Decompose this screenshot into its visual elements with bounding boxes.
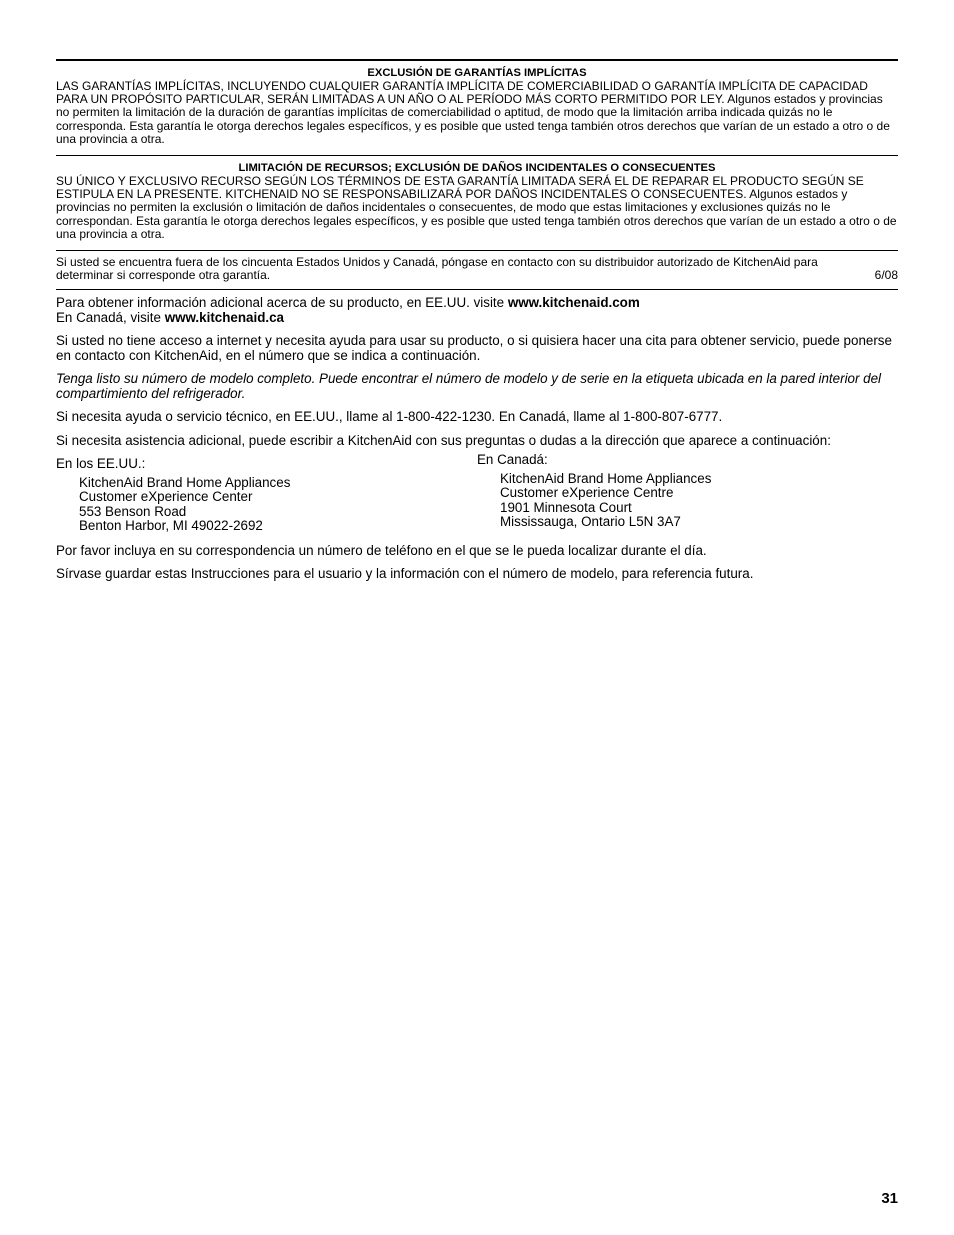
address-line: KitchenAid Brand Home Appliances <box>500 470 712 486</box>
address-line: Customer eXperience Centre <box>500 485 674 501</box>
include-phone-text: Por favor incluya en su correspondencia un número de teléfono en el que se le pueda localizar durante el día. <box>56 542 707 558</box>
implied-warranty-text: LAS GARANTÍAS IMPLÍCITAS, INCLUYENDO CUALQUIER GARANTÍA IMPLÍCITA DE COMERCIABILIDAD O GARANTÍA IMPLÍCITA DE CAPACIDAD PARA UN PROPÓSITO PARTICULAR, SERÁN LIMITADAS A UN AÑO O AL PERÍODO MÁS CORTO PERMITIDO POR LEY. Algunos estados y provincias no permiten la limitación de la duración de garantías implícitas de comerciabilidad o aptitud, de modo que la limitación arriba indicada quizás no le corresponda. Esta garantía le otorga derechos legales específicos, y es posible que usted tenga también otros derechos que varían de un estado a otro o de una provincia a otra. <box>56 79 890 146</box>
us-address-label: En los EE.UU.: <box>56 456 146 472</box>
remedies-text: SU ÚNICO Y EXCLUSIVO RECURSO SEGÚN LOS TÉRMINOS DE ESTA GARANTÍA LIMITADA SERÁ EL DE REPARAR EL PRODUCTO SEGÚN SE ESTIPULA EN LA PRESENTE. KITCHENAID NO SE RESPONSABILIZARÁ POR DAÑOS INCIDENTALES O CONSECUENTES. Algunos estados y provincias no permiten la exclusión o limitación de daños incidentales o consecuentes, de modo que estas limitaciones y exclusiones quizás no le correspondan. Esta garantía le otorga derechos legales específicos, y es posible que usted tenga también otros derechos que varían de un estado a otro o de una provincia a otra. <box>56 174 897 241</box>
outside-us-section <box>56 251 898 289</box>
ca-address-label: En Canadá: <box>477 452 548 468</box>
model-note: Tenga listo su número de modelo completo. Puede encontrar el número de modelo y de serie en la etiqueta ubicada en la pared interior del compartimiento del refrigerador. <box>56 371 882 401</box>
us-website-line: Para obtener información adicional acerca de su producto, en EE.UU. visite www.kitchenaid.com <box>56 295 640 311</box>
outside-us-line1: Si usted se encuentra fuera de los cincuenta Estados Unidos y Canadá, póngase en contacto con su distribuidor autorizado de KitchenAid para <box>56 255 818 270</box>
remedies-section <box>56 156 898 250</box>
ca-website-line: En Canadá, visite www.kitchenaid.ca <box>56 309 284 325</box>
page-content <box>56 59 898 582</box>
divider <box>56 289 898 290</box>
address-line: Benton Harbor, MI 49022-2692 <box>79 518 263 534</box>
address-line: 1901 Minnesota Court <box>500 499 632 515</box>
implied-warranty-heading: EXCLUSIÓN DE GARANTÍAS IMPLÍCITAS <box>367 67 587 79</box>
ca-address <box>477 453 898 534</box>
ca-website-link[interactable]: www.kitchenaid.ca <box>164 309 284 325</box>
keep-instructions-text: Sírvase guardar estas Instrucciones para el usuario y la información con el número de modelo, para referencia futura. <box>56 566 754 582</box>
page-number: 31 <box>881 1190 898 1207</box>
address-line: Customer eXperience Center <box>79 489 253 505</box>
address-line: 553 Benson Road <box>79 503 187 519</box>
us-website-link[interactable]: www.kitchenaid.com <box>507 295 640 311</box>
address-line: Mississauga, Ontario L5N 3A7 <box>500 514 681 530</box>
addresses <box>56 452 898 534</box>
warranty-date: 6/08 <box>874 268 898 283</box>
address-line: KitchenAid Brand Home Appliances <box>79 474 291 490</box>
us-address <box>56 457 477 534</box>
phone-text: Si necesita ayuda o servicio técnico, en EE.UU., llame al 1-800-422-1230. En Canadá, llame al 1-800-807-6777. <box>56 409 723 425</box>
implied-warranty-section <box>56 61 898 155</box>
no-internet-text: Si usted no tiene acceso a internet y necesita ayuda para usar su producto, o si quisiera hacer una cita para obtener servicio, puede ponerse en contacto con KitchenAid, en el número que se indica a continuación. <box>56 333 892 363</box>
remedies-heading: LIMITACIÓN DE RECURSOS; EXCLUSIÓN DE DAÑOS INCIDENTALES O CONSECUENTES <box>238 162 716 175</box>
info-section <box>56 296 898 582</box>
write-text: Si necesita asistencia adicional, puede escribir a KitchenAid con sus preguntas o dudas a la dirección que aparece a continuación: <box>56 432 831 448</box>
outside-us-line2: determinar si corresponde otra garantía. <box>56 268 271 283</box>
